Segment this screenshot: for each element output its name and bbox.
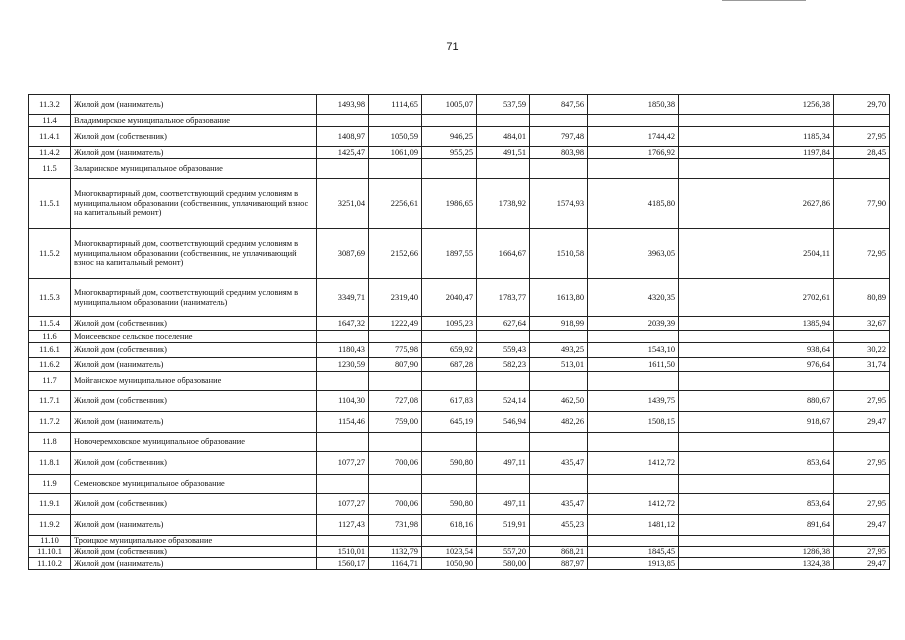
value-cell: 853,64: [679, 494, 834, 515]
value-cell: 524,14: [477, 391, 530, 412]
table-row: [29, 229, 890, 279]
value-cell: [477, 115, 530, 127]
value-cell: 497,11: [477, 494, 530, 515]
value-cell: 727,08: [369, 391, 422, 412]
value-cell: 1095,23: [422, 317, 477, 331]
value-cell: 580,00: [477, 558, 530, 570]
value-cell: 807,90: [369, 358, 422, 372]
value-cell: 1913,85: [588, 558, 679, 570]
row-code: 11.7.1: [29, 391, 71, 412]
value-cell: 1408,97: [317, 127, 369, 147]
value-cell: [588, 475, 679, 494]
value-cell: 1077,27: [317, 452, 369, 475]
table-row: [29, 317, 890, 331]
value-cell: 2039,39: [588, 317, 679, 331]
value-cell: 582,23: [477, 358, 530, 372]
row-code: 11.9: [29, 475, 71, 494]
row-name: Многоквартирный дом, соответствующий средним условиям в муниципальном образовании (собственник, уплачивающий взнос на капитальный ремонт): [71, 179, 317, 229]
table-row: [29, 558, 890, 570]
value-cell: 731,98: [369, 515, 422, 536]
value-cell: 29,47: [834, 558, 890, 570]
row-name: Жилой дом (наниматель): [71, 515, 317, 536]
section-row: [29, 475, 890, 494]
value-cell: [834, 372, 890, 391]
value-cell: 31,74: [834, 358, 890, 372]
value-cell: 1543,10: [588, 343, 679, 358]
value-cell: [422, 115, 477, 127]
value-cell: 853,64: [679, 452, 834, 475]
section-row: [29, 159, 890, 179]
value-cell: 3251,04: [317, 179, 369, 229]
value-cell: [679, 475, 834, 494]
row-name: Жилой дом (собственник): [71, 343, 317, 358]
table-row: [29, 494, 890, 515]
value-cell: 590,80: [422, 494, 477, 515]
value-cell: 1385,94: [679, 317, 834, 331]
page-number: 71: [446, 41, 459, 53]
value-cell: [588, 433, 679, 452]
value-cell: 1132,79: [369, 547, 422, 558]
value-cell: [588, 372, 679, 391]
value-cell: 1286,38: [679, 547, 834, 558]
value-cell: [317, 331, 369, 343]
value-cell: 1560,17: [317, 558, 369, 570]
value-cell: [422, 372, 477, 391]
value-cell: [317, 115, 369, 127]
value-cell: 1425,47: [317, 147, 369, 159]
value-cell: [530, 331, 588, 343]
value-cell: 2319,40: [369, 279, 422, 317]
value-cell: 1986,65: [422, 179, 477, 229]
value-cell: 557,20: [477, 547, 530, 558]
value-cell: 1574,93: [530, 179, 588, 229]
value-cell: 775,98: [369, 343, 422, 358]
value-cell: 1850,38: [588, 95, 679, 115]
row-code: 11.10.2: [29, 558, 71, 570]
row-name: Многоквартирный дом, соответствующий средним условиям в муниципальном образовании (собственник, не уплачивающий взнос на капитальный ремонт): [71, 229, 317, 279]
value-cell: [530, 372, 588, 391]
value-cell: [422, 475, 477, 494]
value-cell: 797,48: [530, 127, 588, 147]
row-code: 11.6.1: [29, 343, 71, 358]
row-code: 11.4.2: [29, 147, 71, 159]
row-name: Жилой дом (собственник): [71, 391, 317, 412]
value-cell: 1412,72: [588, 494, 679, 515]
value-cell: 484,01: [477, 127, 530, 147]
row-name: Жилой дом (наниматель): [71, 558, 317, 570]
value-cell: 1324,38: [679, 558, 834, 570]
section-title: Новочеремховское муниципальное образование: [71, 433, 317, 452]
table-row: [29, 279, 890, 317]
tariff-table: [28, 94, 890, 570]
value-cell: 559,43: [477, 343, 530, 358]
row-name: Жилой дом (наниматель): [71, 147, 317, 159]
value-cell: [422, 331, 477, 343]
value-cell: [317, 433, 369, 452]
value-cell: 887,97: [530, 558, 588, 570]
value-cell: 32,67: [834, 317, 890, 331]
table-row: [29, 391, 890, 412]
value-cell: 3349,71: [317, 279, 369, 317]
row-code: 11.5.2: [29, 229, 71, 279]
value-cell: 918,67: [679, 412, 834, 433]
value-cell: [588, 115, 679, 127]
value-cell: 976,64: [679, 358, 834, 372]
section-title: Заларинское муниципальное образование: [71, 159, 317, 179]
table-row: [29, 452, 890, 475]
value-cell: 497,11: [477, 452, 530, 475]
table-row: [29, 179, 890, 229]
value-cell: [834, 536, 890, 547]
value-cell: 1897,55: [422, 229, 477, 279]
value-cell: 27,95: [834, 127, 890, 147]
value-cell: 2504,11: [679, 229, 834, 279]
value-cell: 29,47: [834, 515, 890, 536]
value-cell: 72,95: [834, 229, 890, 279]
row-code: 11.9.2: [29, 515, 71, 536]
value-cell: [317, 475, 369, 494]
value-cell: 938,64: [679, 343, 834, 358]
section-row: [29, 433, 890, 452]
value-cell: 955,25: [422, 147, 477, 159]
value-cell: 1647,32: [317, 317, 369, 331]
value-cell: [679, 159, 834, 179]
value-cell: [834, 159, 890, 179]
value-cell: 803,98: [530, 147, 588, 159]
value-cell: [477, 536, 530, 547]
value-cell: 891,64: [679, 515, 834, 536]
value-cell: 1197,84: [679, 147, 834, 159]
value-cell: 30,22: [834, 343, 890, 358]
value-cell: 80,89: [834, 279, 890, 317]
value-cell: [369, 115, 422, 127]
value-cell: [317, 536, 369, 547]
value-cell: [530, 115, 588, 127]
section-row: [29, 372, 890, 391]
row-code: 11.5.3: [29, 279, 71, 317]
value-cell: 27,95: [834, 494, 890, 515]
row-name: Жилой дом (собственник): [71, 547, 317, 558]
row-code: 11.4: [29, 115, 71, 127]
value-cell: 1127,43: [317, 515, 369, 536]
value-cell: 1005,07: [422, 95, 477, 115]
value-cell: [588, 331, 679, 343]
section-row: [29, 331, 890, 343]
value-cell: [317, 159, 369, 179]
value-cell: 1664,67: [477, 229, 530, 279]
value-cell: [422, 159, 477, 179]
value-cell: 1412,72: [588, 452, 679, 475]
value-cell: 1481,12: [588, 515, 679, 536]
row-code: 11.3.2: [29, 95, 71, 115]
value-cell: 27,95: [834, 452, 890, 475]
value-cell: 1050,90: [422, 558, 477, 570]
value-cell: 880,67: [679, 391, 834, 412]
value-cell: 519,91: [477, 515, 530, 536]
value-cell: [530, 536, 588, 547]
value-cell: 918,99: [530, 317, 588, 331]
value-cell: 513,01: [530, 358, 588, 372]
value-cell: 3963,05: [588, 229, 679, 279]
section-title: Владимирское муниципальное образование: [71, 115, 317, 127]
value-cell: [834, 115, 890, 127]
value-cell: [422, 433, 477, 452]
value-cell: 759,00: [369, 412, 422, 433]
value-cell: [679, 372, 834, 391]
value-cell: 1077,27: [317, 494, 369, 515]
value-cell: [834, 331, 890, 343]
value-cell: 29,70: [834, 95, 890, 115]
value-cell: 1154,46: [317, 412, 369, 433]
value-cell: 590,80: [422, 452, 477, 475]
value-cell: [477, 331, 530, 343]
section-title: Мойганское муниципальное образование: [71, 372, 317, 391]
row-name: Жилой дом (наниматель): [71, 358, 317, 372]
value-cell: 28,45: [834, 147, 890, 159]
value-cell: 1114,65: [369, 95, 422, 115]
value-cell: 27,95: [834, 391, 890, 412]
row-code: 11.5.4: [29, 317, 71, 331]
table-row: [29, 147, 890, 159]
value-cell: [369, 536, 422, 547]
row-code: 11.8: [29, 433, 71, 452]
value-cell: 3087,69: [317, 229, 369, 279]
value-cell: 2256,61: [369, 179, 422, 229]
table-row: [29, 343, 890, 358]
value-cell: [369, 433, 422, 452]
value-cell: [530, 159, 588, 179]
value-cell: 1744,42: [588, 127, 679, 147]
value-cell: 4185,80: [588, 179, 679, 229]
value-cell: 2702,61: [679, 279, 834, 317]
value-cell: [834, 433, 890, 452]
value-cell: 1766,92: [588, 147, 679, 159]
value-cell: 1845,45: [588, 547, 679, 558]
value-cell: 1061,09: [369, 147, 422, 159]
value-cell: 1493,98: [317, 95, 369, 115]
row-name: Жилой дом (собственник): [71, 127, 317, 147]
value-cell: 946,25: [422, 127, 477, 147]
value-cell: 700,06: [369, 494, 422, 515]
value-cell: 29,47: [834, 412, 890, 433]
table-row: [29, 127, 890, 147]
value-cell: [477, 159, 530, 179]
value-cell: 537,59: [477, 95, 530, 115]
section-row: [29, 536, 890, 547]
row-code: 11.4.1: [29, 127, 71, 147]
value-cell: 1611,50: [588, 358, 679, 372]
value-cell: 4320,35: [588, 279, 679, 317]
value-cell: 491,51: [477, 147, 530, 159]
value-cell: 700,06: [369, 452, 422, 475]
value-cell: 1164,71: [369, 558, 422, 570]
value-cell: 455,23: [530, 515, 588, 536]
value-cell: 2040,47: [422, 279, 477, 317]
table-row: [29, 358, 890, 372]
value-cell: 2627,86: [679, 179, 834, 229]
value-cell: [679, 115, 834, 127]
value-cell: 77,90: [834, 179, 890, 229]
value-cell: 462,50: [530, 391, 588, 412]
table-row: [29, 412, 890, 433]
value-cell: 1104,30: [317, 391, 369, 412]
value-cell: [588, 536, 679, 547]
value-cell: 618,16: [422, 515, 477, 536]
value-cell: 1783,77: [477, 279, 530, 317]
row-code: 11.10: [29, 536, 71, 547]
value-cell: [369, 475, 422, 494]
value-cell: [317, 372, 369, 391]
row-code: 11.10.1: [29, 547, 71, 558]
value-cell: [422, 536, 477, 547]
value-cell: [369, 331, 422, 343]
value-cell: [588, 159, 679, 179]
value-cell: [530, 433, 588, 452]
table-row: [29, 515, 890, 536]
row-code: 11.8.1: [29, 452, 71, 475]
value-cell: 1510,01: [317, 547, 369, 558]
value-cell: [679, 331, 834, 343]
value-cell: 1738,92: [477, 179, 530, 229]
row-code: 11.6: [29, 331, 71, 343]
value-cell: 645,19: [422, 412, 477, 433]
value-cell: 1256,38: [679, 95, 834, 115]
value-cell: 435,47: [530, 452, 588, 475]
value-cell: 493,25: [530, 343, 588, 358]
row-name: Жилой дом (собственник): [71, 317, 317, 331]
value-cell: [477, 372, 530, 391]
value-cell: 1613,80: [530, 279, 588, 317]
row-name: Жилой дом (собственник): [71, 494, 317, 515]
value-cell: [834, 475, 890, 494]
value-cell: 627,64: [477, 317, 530, 331]
value-cell: 1508,15: [588, 412, 679, 433]
row-code: 11.7.2: [29, 412, 71, 433]
value-cell: 868,21: [530, 547, 588, 558]
section-title: Троицкое муниципальное образование: [71, 536, 317, 547]
row-code: 11.5: [29, 159, 71, 179]
value-cell: 847,56: [530, 95, 588, 115]
value-cell: 1023,54: [422, 547, 477, 558]
value-cell: 435,47: [530, 494, 588, 515]
section-title: Моисеевское сельское поселение: [71, 331, 317, 343]
value-cell: 2152,66: [369, 229, 422, 279]
value-cell: 617,83: [422, 391, 477, 412]
row-code: 11.7: [29, 372, 71, 391]
value-cell: 1180,43: [317, 343, 369, 358]
value-cell: 27,95: [834, 547, 890, 558]
value-cell: 1050,59: [369, 127, 422, 147]
value-cell: [477, 475, 530, 494]
value-cell: 1222,49: [369, 317, 422, 331]
value-cell: [679, 433, 834, 452]
value-cell: 1439,75: [588, 391, 679, 412]
value-cell: 1510,58: [530, 229, 588, 279]
value-cell: 482,26: [530, 412, 588, 433]
row-name: Многоквартирный дом, соответствующий средним условиям в муниципальном образовании (наниматель): [71, 279, 317, 317]
value-cell: 1230,59: [317, 358, 369, 372]
row-code: 11.6.2: [29, 358, 71, 372]
top-edge-line: [722, 0, 806, 1]
section-title: Семеновское муниципальное образование: [71, 475, 317, 494]
value-cell: 659,92: [422, 343, 477, 358]
table-row: [29, 95, 890, 115]
row-name: Жилой дом (наниматель): [71, 412, 317, 433]
section-row: [29, 115, 890, 127]
value-cell: [530, 475, 588, 494]
row-code: 11.5.1: [29, 179, 71, 229]
row-name: Жилой дом (наниматель): [71, 95, 317, 115]
value-cell: 1185,34: [679, 127, 834, 147]
value-cell: 687,28: [422, 358, 477, 372]
table-row: [29, 547, 890, 558]
value-cell: [369, 372, 422, 391]
value-cell: [477, 433, 530, 452]
row-name: Жилой дом (собственник): [71, 452, 317, 475]
value-cell: 546,94: [477, 412, 530, 433]
value-cell: [369, 159, 422, 179]
value-cell: [679, 536, 834, 547]
row-code: 11.9.1: [29, 494, 71, 515]
